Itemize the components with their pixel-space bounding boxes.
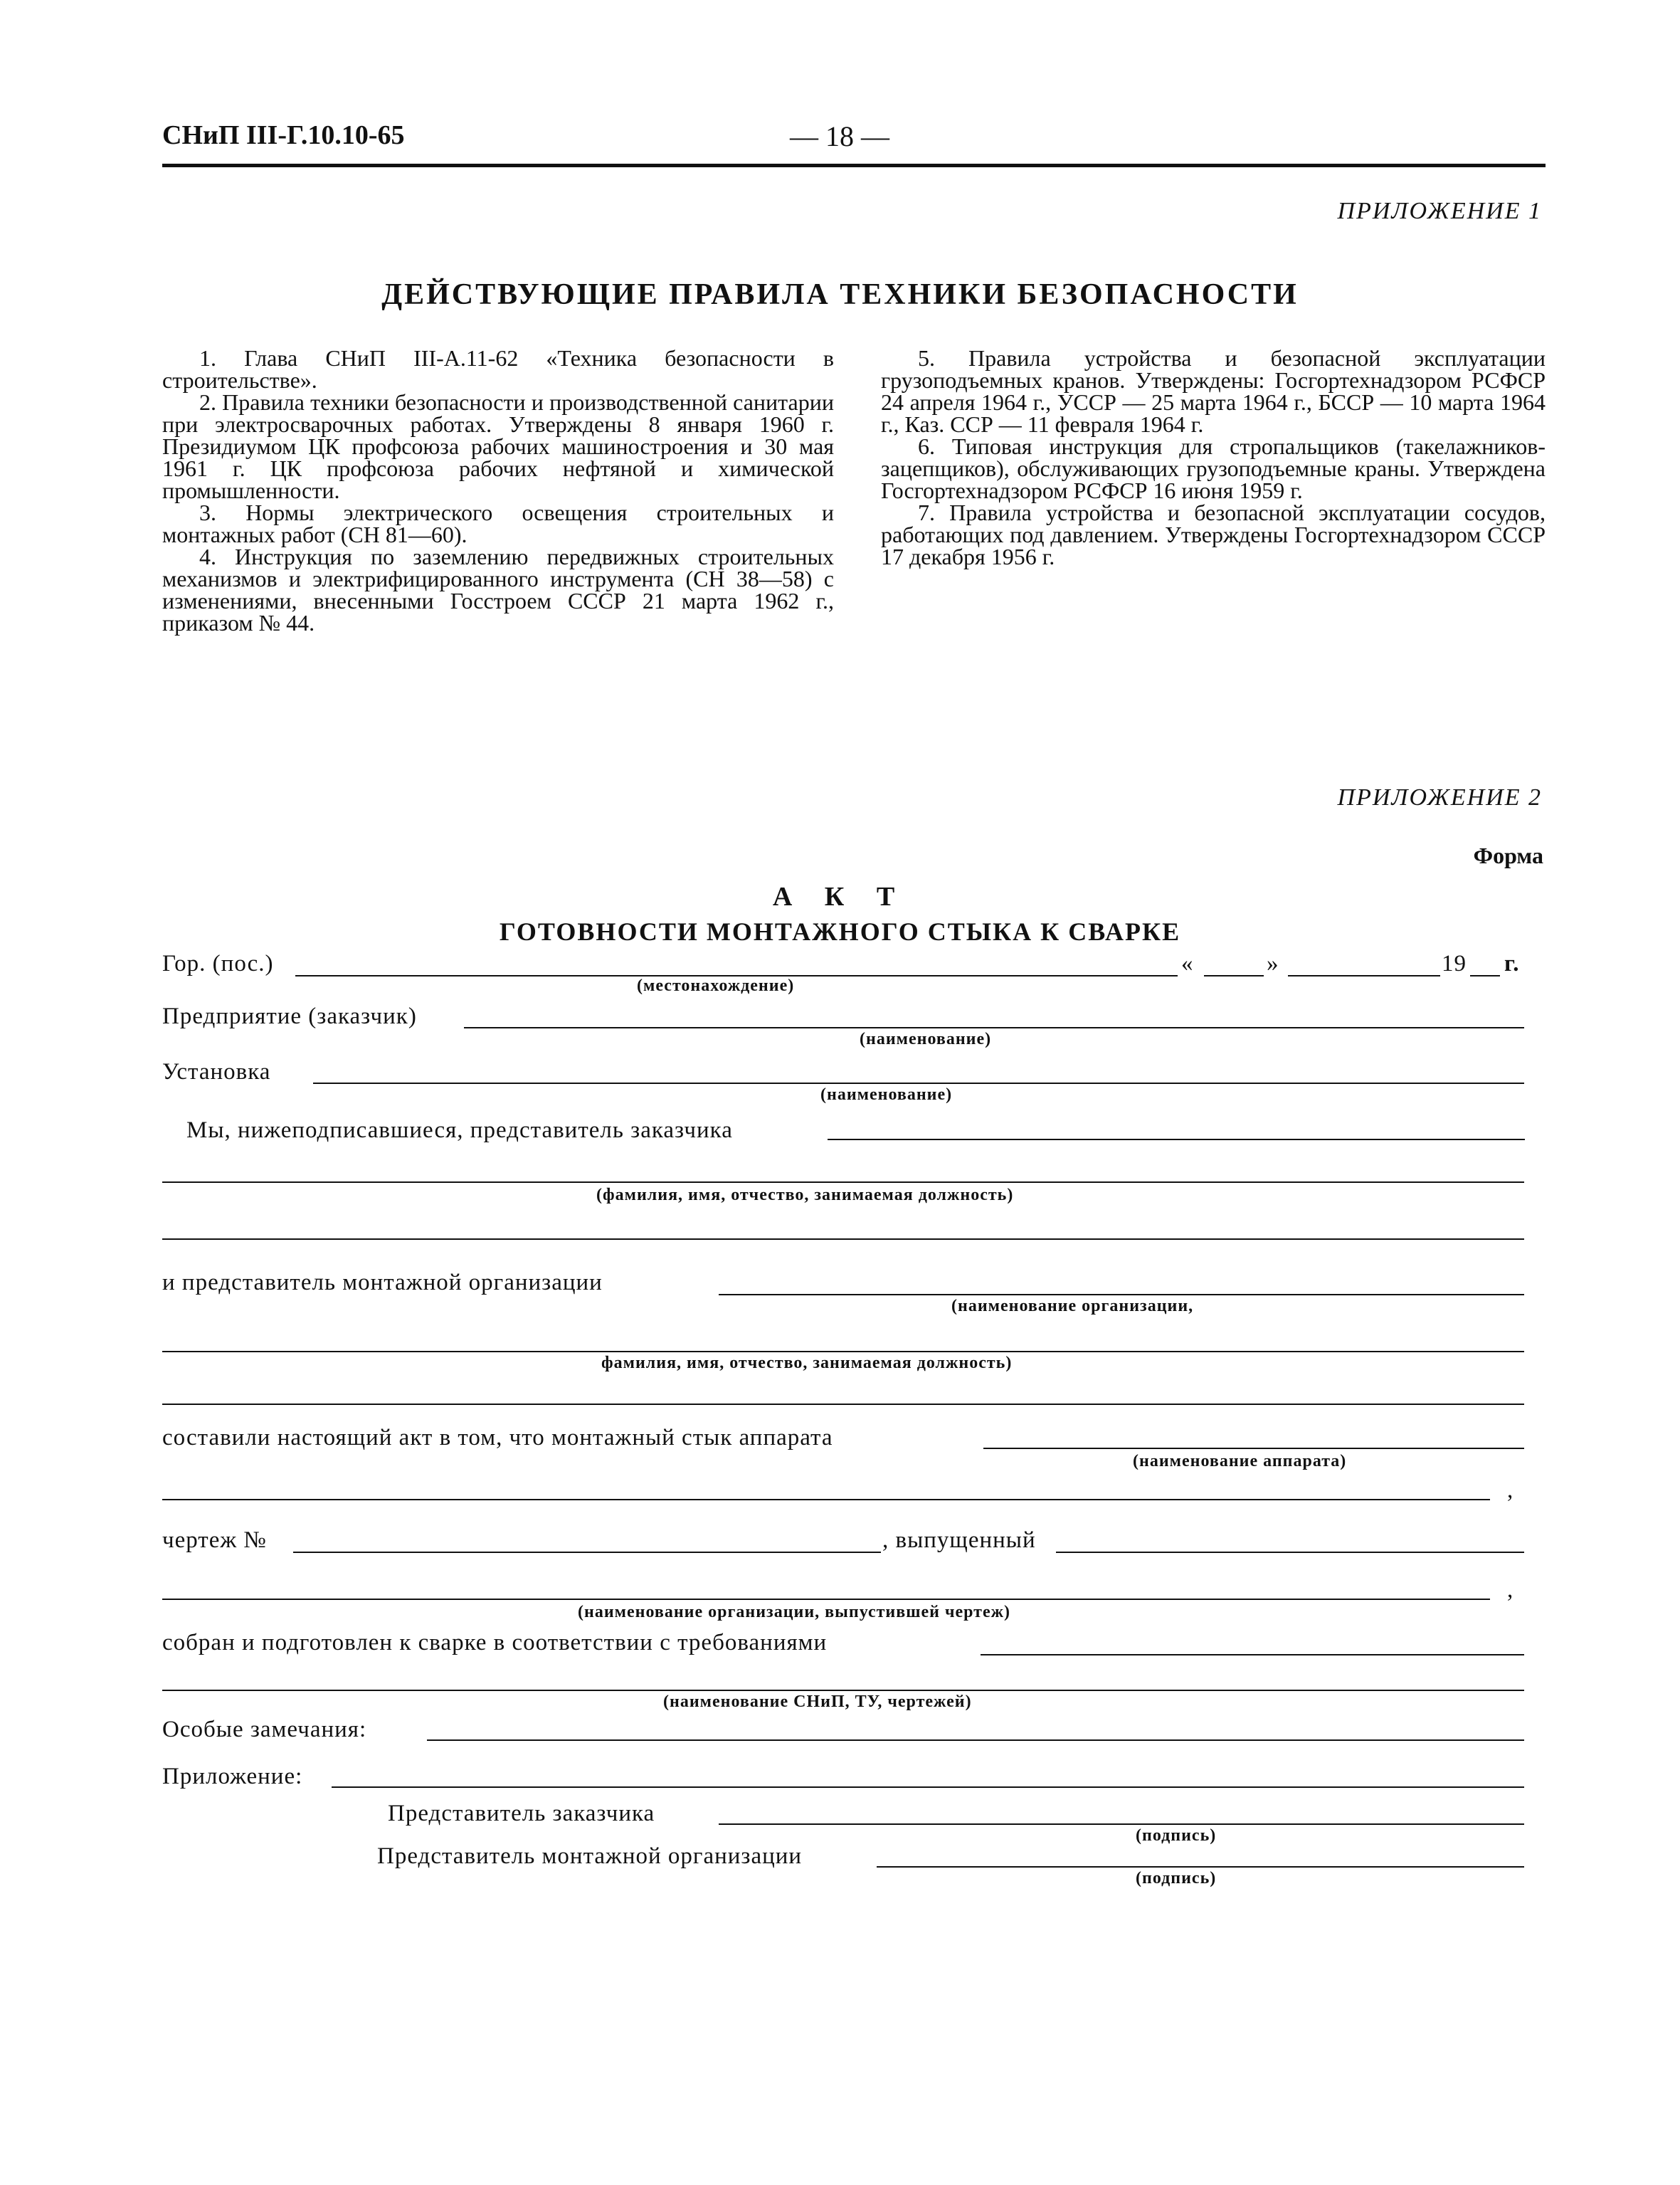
issuer-field[interactable] — [1056, 1552, 1524, 1553]
remarks-field[interactable] — [427, 1739, 1524, 1741]
enterprise-caption: (наименование) — [860, 1030, 992, 1048]
requirements-field[interactable] — [981, 1654, 1524, 1655]
issued-label: , выпущенный — [882, 1527, 1036, 1553]
attachment-field[interactable] — [332, 1786, 1524, 1788]
rule-item-2: 2. Правила техники безопасности и производственной санитарии при электросварочных работах. Утверждены 8 января 1960 г. Президиумом ЦК профсоюза рабочих машиностроения и 30 мая 1961 г. ЦК профсоюза рабочих нефтяной и химической промышленности. — [162, 389, 834, 503]
form-label: Форма — [1473, 843, 1543, 868]
appendix-1-label: ПРИЛОЖЕНИЕ 1 — [1337, 198, 1542, 224]
year-suffix: г. — [1504, 951, 1520, 976]
header-rule — [162, 164, 1546, 167]
year-field[interactable] — [1470, 975, 1500, 976]
mount-rep-signature-label: Представитель монтажной организации — [377, 1843, 803, 1869]
document-code: СНиП III-Г.10.10-65 — [162, 120, 405, 150]
enterprise-field[interactable] — [464, 1027, 1524, 1028]
date-day-field[interactable] — [1204, 975, 1264, 976]
rule-item-5: 5. Правила устройства и безопасной эксплуатации грузоподъемных кранов. Утверждены: Госгортехнадзором РСФСР 24 апреля 1964 г., УССР — 25 марта 1964 г., БССР — 10 марта 1964 г., Каз. ССР — 11 февраля 1964 г. — [881, 345, 1546, 437]
mount-rep-signature-field[interactable] — [877, 1866, 1524, 1868]
apparatus-field-line-2[interactable] — [162, 1499, 1490, 1500]
issuer-field-line-2[interactable] — [162, 1599, 1490, 1600]
comma-1: , — [1507, 1478, 1514, 1503]
org-person-field-line-2[interactable] — [162, 1404, 1524, 1405]
act-subtitle: ГОТОВНОСТИ МОНТАЖНОГО СТЫКА К СВАРКЕ — [499, 917, 1181, 946]
org-person-field[interactable] — [162, 1351, 1524, 1352]
remarks-label: Особые замечания: — [162, 1717, 367, 1742]
rules-list-left-column — [162, 347, 834, 634]
installation-label: Установка — [162, 1059, 271, 1085]
assembled-text: собран и подготовлен к сварке в соответствии с требованиями — [162, 1630, 828, 1655]
comma-2: , — [1507, 1577, 1514, 1603]
customer-rep-field-line-2[interactable] — [162, 1181, 1524, 1183]
date-open-quote: « — [1181, 951, 1194, 976]
customer-rep-signature-label: Представитель заказчика — [388, 1801, 655, 1826]
appendix-1-title: ДЕЙСТВУЮЩИЕ ПРАВИЛА ТЕХНИКИ БЕЗОПАСНОСТИ — [381, 278, 1299, 311]
installation-field[interactable] — [313, 1083, 1524, 1084]
rule-item-4: 4. Инструкция по заземлению передвижных строительных механизмов и электрифицированного инструмента (СН 38—58) с изменениями, внесенными Госстроем СССР 21 марта 1962 г., приказом № 44. — [162, 544, 834, 636]
act-text: составили настоящий акт в том, что монтажный стык аппарата — [162, 1425, 833, 1450]
drawing-number-field[interactable] — [293, 1552, 881, 1553]
installation-caption: (наименование) — [820, 1085, 953, 1104]
undersigned-label: Мы, нижеподписавшиеся, представитель заказчика — [186, 1117, 733, 1143]
signature-caption-2: (подпись) — [1136, 1869, 1217, 1887]
customer-rep-field-line-3[interactable] — [162, 1238, 1524, 1240]
customer-rep-field[interactable] — [828, 1139, 1525, 1140]
date-month-field[interactable] — [1288, 975, 1440, 976]
rules-list-right-column — [881, 347, 1546, 568]
attachment-label: Приложение: — [162, 1764, 303, 1789]
city-label: Гор. (пос.) — [162, 951, 274, 976]
year-prefix: 19 — [1442, 951, 1467, 976]
location-caption: (местонахождение) — [637, 976, 795, 995]
apparatus-field[interactable] — [983, 1448, 1524, 1449]
requirements-caption: (наименование СНиП, ТУ, чертежей) — [663, 1692, 972, 1711]
customer-rep-signature-field[interactable] — [719, 1823, 1524, 1825]
date-close-quote: » — [1267, 951, 1279, 976]
org-rep-label: и представитель монтажной организации — [162, 1270, 603, 1295]
rule-item-3: 3. Нормы электрического освещения строительных и монтажных работ (СН 81—60). — [162, 500, 834, 547]
rule-item-1: 1. Глава СНиП III-А.11-62 «Техника безопасности в строительстве». — [162, 345, 834, 393]
org-rep-field[interactable] — [719, 1294, 1524, 1295]
issuer-caption: (наименование организации, выпустившей чертеж) — [578, 1603, 1010, 1621]
org-caption: (наименование организации, — [951, 1297, 1194, 1315]
appendix-2-label: ПРИЛОЖЕНИЕ 2 — [1337, 784, 1542, 811]
rule-item-7: 7. Правила устройства и безопасной эксплуатации сосудов, работающих под давлением. Утверждены Госгортехнадзором СССР 17 декабря 1956 г. — [881, 500, 1546, 569]
act-title: А К Т — [772, 882, 908, 912]
enterprise-label: Предприятие (заказчик) — [162, 1004, 417, 1029]
rule-item-6: 6. Типовая инструкция для стропальщиков (такелажников-зацепщиков), обслуживающих грузоподъемные краны. Утверждена Госгортехнадзором РСФСР 16 июня 1959 г. — [881, 433, 1546, 503]
org-person-caption: фамилия, имя, отчество, занимаемая должность) — [601, 1354, 1013, 1372]
requirements-field-line-2[interactable] — [162, 1690, 1524, 1691]
person-caption: (фамилия, имя, отчество, занимаемая должность) — [596, 1186, 1014, 1204]
apparatus-caption: (наименование аппарата) — [1133, 1452, 1347, 1470]
page-number: — 18 — — [790, 120, 889, 152]
drawing-label: чертеж № — [162, 1527, 267, 1553]
signature-caption-1: (подпись) — [1136, 1826, 1217, 1845]
